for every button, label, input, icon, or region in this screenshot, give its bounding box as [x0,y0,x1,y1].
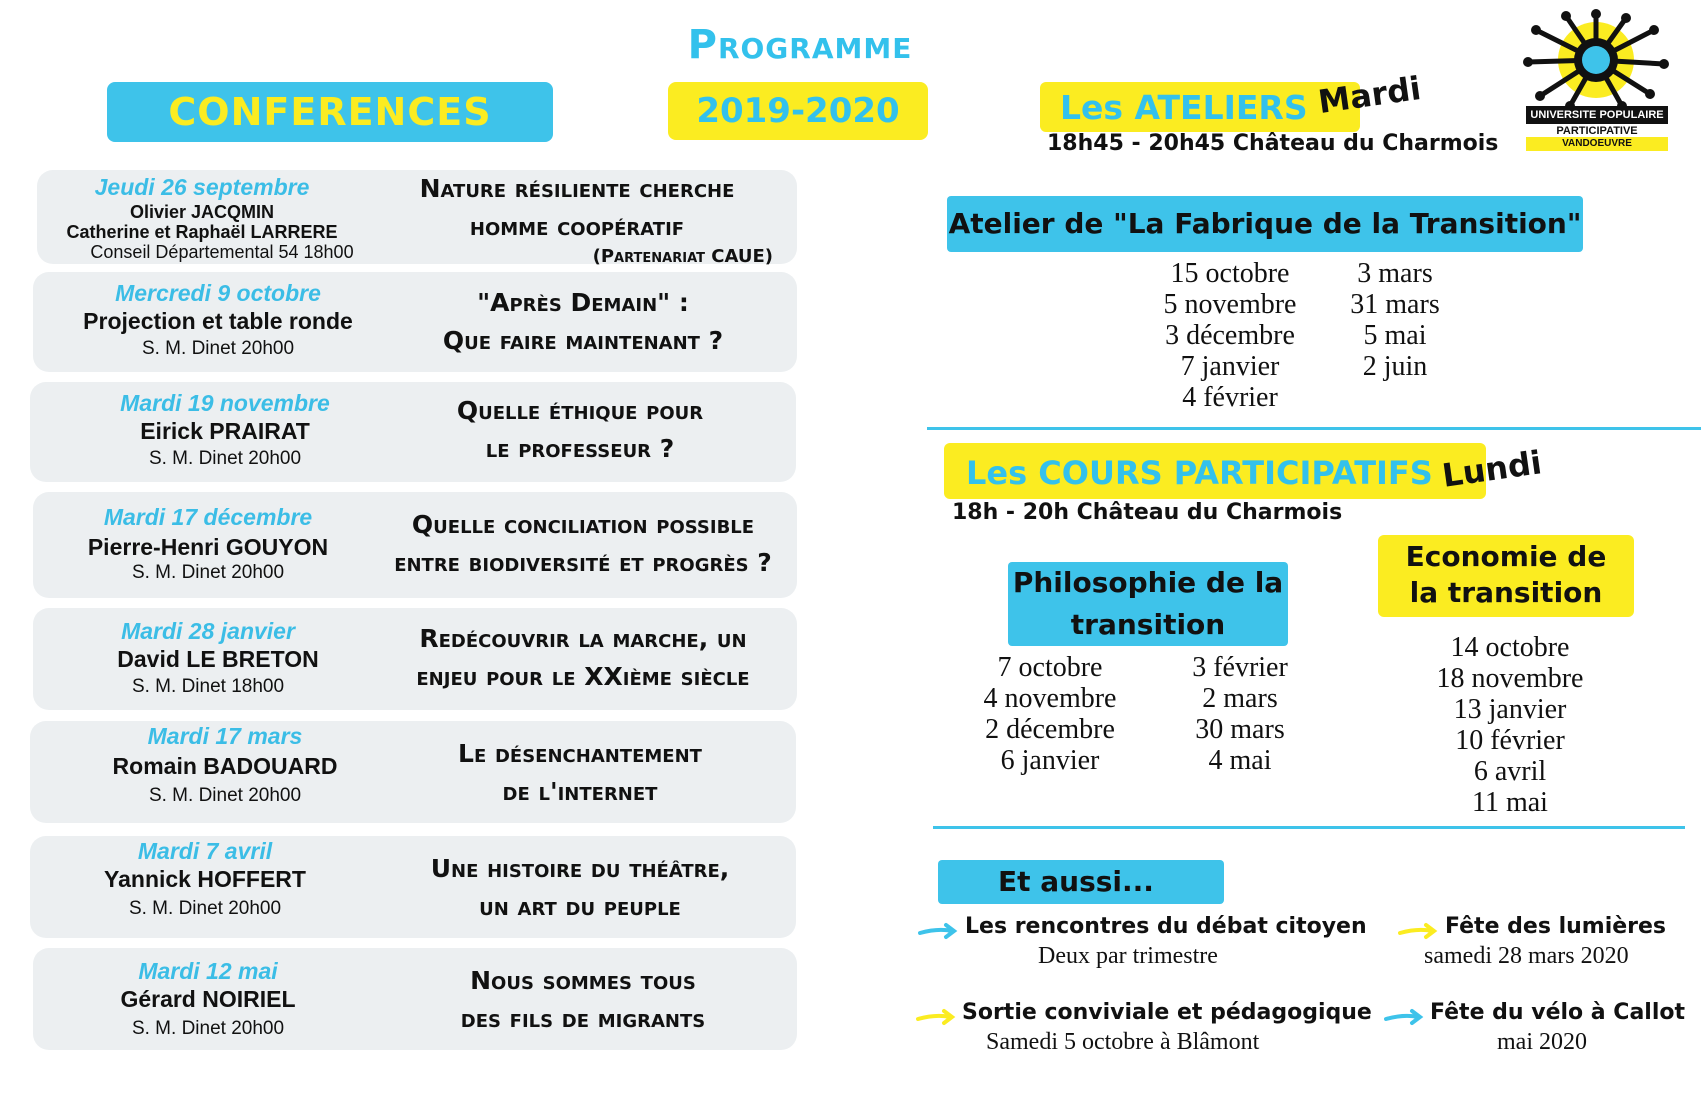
philosophie-title: Philosophie de la transition [1008,562,1288,646]
logo-line-3: VANDOEUVRE [1526,137,1668,151]
conference-date: Mardi 19 novembre [120,390,330,416]
ateliers-day: Mardi [1315,69,1424,121]
ateliers-schedule: 18h45 - 20h45 Château du Charmois [1047,131,1499,156]
divider [933,826,1685,829]
conference-date: Mardi 17 mars [147,723,303,749]
conference-topic: Quelle éthique pour le professeur ? [456,396,704,463]
date-item: 6 avril [1473,756,1547,787]
conference-topic: "Après Demain" : Que faire maintenant ? [442,288,724,355]
conference-place: S. M. Dinet 20h00 [148,448,302,469]
event-title: Sortie conviviale et pédagogique [962,1000,1372,1025]
cours-day: Lundi [1439,443,1544,495]
cours-schedule: 18h - 20h Château du Charmois [952,500,1343,525]
conference-speaker: Pierre-Henri GOUYON [87,534,329,560]
date-item: 2 juin [1362,351,1428,382]
et-aussi-label: Et aussi... [938,860,1224,904]
conference-place: S. M. Dinet 20h00 [131,1018,285,1039]
event-subtitle: Deux par trimestre [1038,943,1218,969]
conference-date: Mardi 7 avril [137,838,273,864]
date-item: 3 mars [1357,258,1433,289]
conference-topic: Redécouvrir la marche, un enjeu pour le XXième siècle [416,624,750,691]
conference-topic: Le désenchantement de l'internet [458,739,702,806]
date-item: 7 octobre [997,652,1103,683]
date-item: 14 octobre [1450,632,1570,663]
conference-place: S. M. Dinet 20h00 [148,785,302,806]
event-subtitle: Samedi 5 octobre à Blâmont [986,1029,1260,1055]
workshop-title: Atelier de "La Fabrique de la Transition" [947,196,1583,252]
conference-card [33,492,797,598]
date-item: 5 mai [1363,320,1427,351]
logo-line-1: UNIVERSITE POPULAIRE [1526,106,1668,124]
date-item: 18 novembre [1436,663,1584,694]
conference-date: Mercredi 9 octobre [115,280,321,306]
conference-speaker: Yannick HOFFERT [104,866,306,892]
ateliers-label: Les ATELIERS [1040,82,1360,132]
arrow-right-icon [1398,922,1438,940]
date-item: 2 mars [1202,683,1278,714]
conference-card [37,170,797,267]
logo-line-2: PARTICIPATIVE [1556,125,1638,137]
date-item: 11 mai [1472,787,1548,818]
programme-title: Programme [687,22,913,68]
date-item: 30 mars [1195,714,1285,745]
conference-speaker: David LE BRETON [117,646,319,672]
arrow-right-icon [918,922,958,940]
date-item: 3 février [1192,652,1288,683]
conference-card [33,272,797,372]
conference-card [30,721,796,823]
cours-label: Les COURS PARTICIPATIFS [944,443,1486,499]
programme-year: 2019-2020 [668,82,928,140]
date-item: 4 février [1182,382,1278,413]
philosophie-dates-column-1 [960,652,1140,776]
conference-place: Conseil Départemental 54 18h00 [90,242,354,262]
conference-date: Mardi 12 mai [138,958,278,984]
conference-card [33,948,797,1050]
conferences-banner: CONFERENCES [107,82,553,142]
ateliers-dates-column-1 [1130,258,1330,413]
conference-topic: Une histoire du théâtre, un art du peuple [430,854,730,921]
arrow-right-icon [916,1008,956,1026]
conference-date: Mardi 28 janvier [121,618,295,644]
conference-topic: Quelle conciliation possible entre biodiversité et progrès ? [394,510,772,577]
conference-speaker: Eirick PRAIRAT [140,418,310,444]
economie-dates [1400,632,1620,818]
conference-place: S. M. Dinet 20h00 [141,338,295,359]
conference-card [30,382,796,482]
conference-card [33,608,797,710]
conference-place: S. M. Dinet 18h00 [131,676,285,697]
date-item: 13 janvier [1453,694,1567,725]
philosophie-dates-column-2 [1150,652,1330,776]
date-item: 3 décembre [1165,320,1295,351]
conference-topic: Nature résiliente cherche homme coopératif (Partenariat CAUE) [357,170,797,268]
conference-topic: Nous sommes tous des fils de migrants [460,966,706,1033]
conference-speaker: Gérard NOIRIEL [120,986,296,1012]
date-item: 7 janvier [1180,351,1280,382]
conference-card [30,836,796,938]
date-item: 31 mars [1350,289,1440,320]
conference-speaker: Romain BADOUARD [112,753,338,779]
ateliers-dates-column-2 [1330,258,1460,382]
conference-note: (Partenariat CAUE) [592,246,773,267]
date-item: 15 octobre [1170,258,1290,289]
date-item: 4 novembre [983,683,1117,714]
conference-speaker: Olivier JACQMIN [129,202,275,222]
arrow-right-icon [1384,1008,1424,1026]
event-subtitle: mai 2020 [1497,1029,1587,1055]
divider [927,427,1701,430]
date-item: 4 mai [1208,745,1272,776]
event-subtitle: samedi 28 mars 2020 [1424,943,1629,969]
date-item: 10 février [1455,725,1565,756]
conference-place: S. M. Dinet 20h00 [128,898,282,919]
conference-speaker: Projection et table ronde [83,308,353,334]
event-title: Fête du vélo à Callot [1430,1000,1686,1025]
conference-speaker: Catherine et Raphaël LARRERE [66,222,338,242]
date-item: 2 décembre [985,714,1115,745]
conference-date: Mardi 17 décembre [103,504,313,530]
conference-date: Jeudi 26 septembre [94,174,310,200]
conference-place: S. M. Dinet 20h00 [131,562,285,583]
date-item: 5 novembre [1163,289,1297,320]
economie-title: Economie de la transition [1378,535,1634,617]
event-title: Les rencontres du débat citoyen [965,914,1367,939]
date-item: 6 janvier [1000,745,1100,776]
event-title: Fête des lumières [1445,914,1667,939]
